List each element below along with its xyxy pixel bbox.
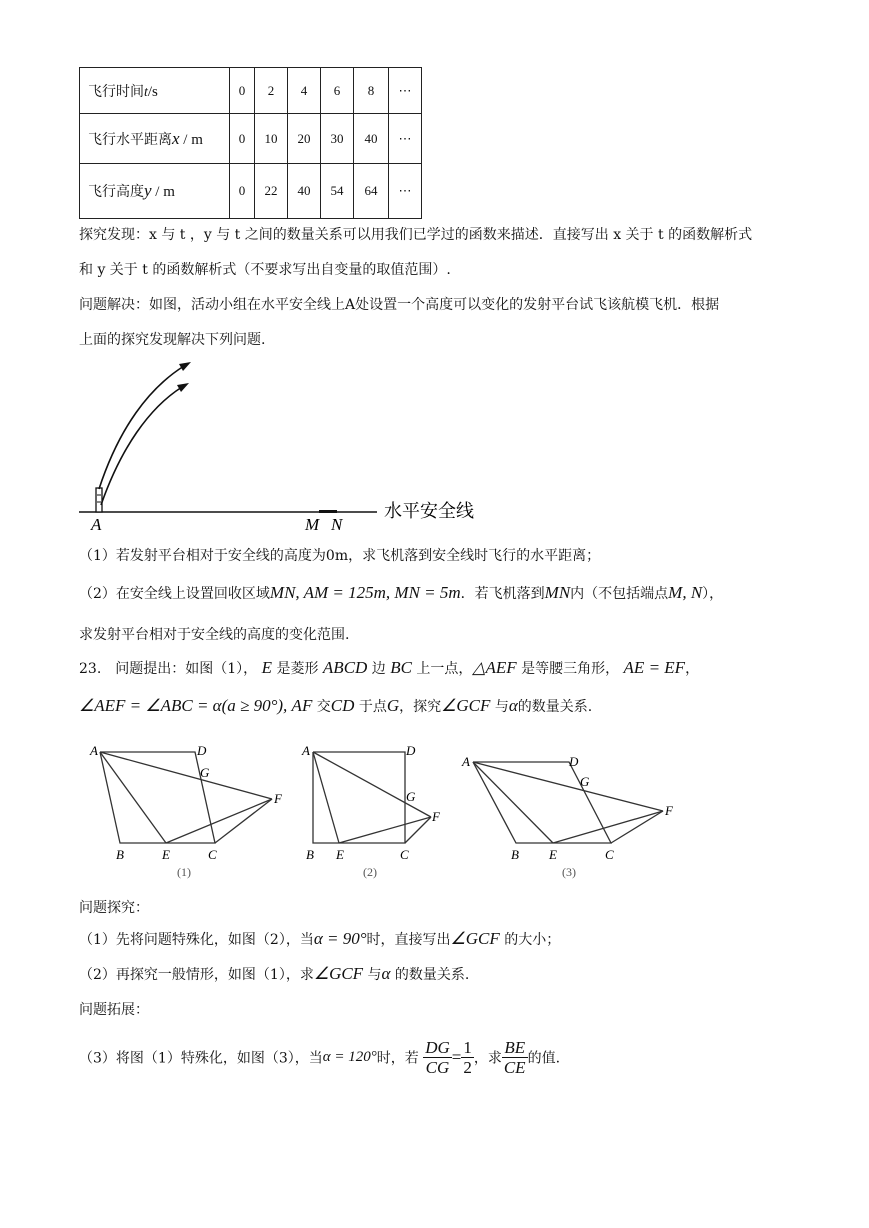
p23-math: ABCD xyxy=(322,658,368,677)
fig3-label-g: G xyxy=(580,774,590,789)
p23-text: 的数量关系. xyxy=(517,699,593,715)
flight-data-table xyxy=(79,67,422,219)
fig2-label-e: E xyxy=(336,847,344,862)
fig3-caption: (3) xyxy=(562,865,576,879)
problem-23-line-1 xyxy=(79,658,699,678)
problem-23-line-2 xyxy=(79,696,592,716)
row-variable: t xyxy=(144,84,148,100)
fig1-label-g: G xyxy=(200,765,210,780)
fig1-label-c: C xyxy=(208,847,217,862)
question-2-line-1 xyxy=(79,583,723,603)
e2-text: （2）再探究一般情形，如图（1），求 xyxy=(79,967,314,983)
point-label-n: N xyxy=(331,515,343,534)
fig2-label-a: A xyxy=(302,743,310,758)
fig1-caption: (1) xyxy=(177,865,191,879)
q2-text: 内（不包括端点 xyxy=(570,586,669,602)
table-cell: 0 xyxy=(230,68,255,114)
row-header xyxy=(80,114,230,164)
p23-text: ， xyxy=(685,661,700,677)
table-cell: 40 xyxy=(354,114,389,164)
arrowhead-icon xyxy=(177,383,189,392)
safety-line-label: 水平安全线 xyxy=(384,501,474,522)
fig3-label-e: E xyxy=(549,847,557,862)
fig3-label-d: D xyxy=(569,754,579,769)
fraction-be-ce xyxy=(502,1038,528,1077)
geometry-figures xyxy=(80,735,700,885)
p23-text: 与 xyxy=(494,699,509,715)
fraction-denominator: CE xyxy=(503,1058,526,1077)
table-row xyxy=(80,114,422,164)
q2-text: ．若飞机落到 xyxy=(460,586,545,602)
figure-1 xyxy=(100,752,272,843)
q2-math: MN, AM = 125m, MN = 5m xyxy=(269,583,461,602)
e1-text: 的大小； xyxy=(504,932,561,948)
p23-text: ，探究 xyxy=(399,699,442,715)
point-label-m: M xyxy=(305,515,320,534)
p23-math: ∠GCF xyxy=(441,696,491,715)
p23-text: 交 xyxy=(316,699,331,715)
fig2-label-g: G xyxy=(406,789,416,804)
fig1-label-b: B xyxy=(116,847,124,862)
fig3-label-b: B xyxy=(511,847,519,862)
p23-text: 上一点， xyxy=(416,661,473,677)
table-cell: 4 xyxy=(288,68,321,114)
row-unit: / m xyxy=(151,184,175,200)
p23-math: G xyxy=(386,696,400,715)
fig2-caption: (2) xyxy=(363,865,377,879)
p23-math: E xyxy=(261,658,273,677)
fig2-label-f: F xyxy=(432,809,440,824)
table-cell: 6 xyxy=(321,68,354,114)
question-1: （1）若发射平台相对于安全线的高度为0m，求飞机落到安全线时飞行的水平距离； xyxy=(79,548,601,564)
fig1-label-f: F xyxy=(274,791,282,806)
trajectory-upper xyxy=(99,366,184,489)
fraction-numerator: BE xyxy=(502,1038,528,1058)
fig3-label-f: F xyxy=(665,803,673,818)
fig3-label-a: A xyxy=(462,754,470,769)
e3-text: ，求 xyxy=(473,1050,502,1067)
table-cell: 40 xyxy=(288,164,321,219)
fig1-label-a: A xyxy=(90,743,98,758)
fraction-numerator: DG xyxy=(425,1038,450,1057)
fig2-label-c: C xyxy=(400,847,409,862)
p23-text: 于点 xyxy=(358,699,387,715)
fraction-denominator: CG xyxy=(425,1058,450,1077)
row-variable: x xyxy=(172,128,180,148)
q2-math: M, N xyxy=(668,583,703,602)
row-header xyxy=(80,68,230,114)
e1-math: ∠GCF xyxy=(450,929,500,948)
row-unit: /s xyxy=(147,83,158,100)
p23-math: α xyxy=(508,696,518,715)
launch-platform xyxy=(96,488,102,512)
explore-line-2: 和 y 关于 t 的函数解析式（不要求写出自变量的取值范围）. xyxy=(79,262,451,278)
table-cell: 8 xyxy=(354,68,389,114)
table-cell: 54 xyxy=(321,164,354,219)
point-label-a: A xyxy=(91,515,102,534)
table-cell: 2 xyxy=(255,68,288,114)
fig1-label-d: D xyxy=(197,743,207,758)
table-row xyxy=(80,164,422,219)
e2-text: 与 xyxy=(367,967,382,983)
p23-text: 23. 问题提出：如图（1）， xyxy=(79,661,258,677)
e2-math: ∠GCF xyxy=(313,964,364,983)
p23-math: ∠AEF = ∠ABC = α(a ≥ 90°), AF xyxy=(79,696,313,715)
row-label: 飞行水平距离 xyxy=(88,131,172,148)
fig1-label-e: E xyxy=(162,847,170,862)
p23-text: 是等腰三角形， xyxy=(521,661,620,677)
table-cell: ⋯ xyxy=(389,114,422,164)
table-cell: ⋯ xyxy=(389,68,422,114)
equals-sign: = xyxy=(451,1047,462,1067)
row-label: 飞行时间 xyxy=(88,83,144,100)
fig2-label-d: D xyxy=(406,743,416,758)
row-header xyxy=(80,164,230,219)
arrowhead-icon xyxy=(179,362,191,371)
q2-math: MN xyxy=(544,583,571,602)
table-row xyxy=(80,68,422,114)
p23-math: AE = EF xyxy=(623,658,686,677)
solve-line-2: 上面的探究发现解决下列问题. xyxy=(79,332,266,348)
row-label: 飞行高度 xyxy=(88,184,144,200)
row-variable: y xyxy=(144,181,152,200)
recovery-zone xyxy=(319,510,337,513)
fig3-label-c: C xyxy=(605,847,614,862)
q2-text: ）， xyxy=(702,586,724,602)
explore-question-1 xyxy=(79,929,560,949)
e3-text: 时，若 xyxy=(376,1050,419,1067)
e1-text: （1）先将问题特殊化，如图（2），当 xyxy=(79,932,314,948)
table-cell: 64 xyxy=(354,164,389,219)
e1-math: α = 90° xyxy=(313,929,367,948)
extension-title: 问题拓展： xyxy=(79,1002,149,1018)
p23-text: 是菱形 xyxy=(276,661,319,677)
row-unit: / m xyxy=(179,131,203,148)
p23-math: CD xyxy=(330,696,355,715)
explore-line-1: 探究发现：x 与 t ，y 与 t 之间的数量关系可以用我们已学过的函数来描述．直接写出 x 关于 t 的函数解析式 xyxy=(79,227,753,243)
figure-3 xyxy=(473,762,663,843)
table-cell: 30 xyxy=(321,114,354,164)
p23-math: △AEF xyxy=(472,658,517,677)
table-cell: 20 xyxy=(288,114,321,164)
question-2-line-2: 求发射平台相对于安全线的高度的变化范围. xyxy=(79,627,350,643)
table-cell: 0 xyxy=(230,114,255,164)
e3-text: （3）将图（1）特殊化，如图（3），当 xyxy=(79,1050,323,1067)
e2-math: α xyxy=(381,964,391,983)
fig2-label-b: B xyxy=(306,847,314,862)
solve-line-1: 问题解决：如图，活动小组在水平安全线上A处设置一个高度可以变化的发射平台试飞该航模飞机．根据 xyxy=(79,297,720,313)
q2-text: （2）在安全线上设置回收区域 xyxy=(79,586,270,602)
launch-figure xyxy=(79,358,489,534)
e1-text: 时，直接写出 xyxy=(366,932,451,948)
table-cell: ⋯ xyxy=(389,164,422,219)
e3-math: α = 120° xyxy=(322,1049,377,1065)
table-cell: 0 xyxy=(230,164,255,219)
explore-title: 问题探究： xyxy=(79,900,149,916)
p23-math: BC xyxy=(390,658,412,677)
e3-text: 的值. xyxy=(527,1050,561,1067)
fraction-numerator: 1 xyxy=(463,1038,472,1057)
fraction-one-half xyxy=(461,1038,474,1077)
fraction-dg-cg xyxy=(423,1038,452,1077)
explore-question-2 xyxy=(79,964,469,984)
extension-question-3 xyxy=(79,1038,560,1077)
p23-text: 边 xyxy=(371,661,386,677)
table-cell: 10 xyxy=(255,114,288,164)
fraction-denominator: 2 xyxy=(463,1058,472,1077)
e2-text: 的数量关系. xyxy=(394,967,470,983)
table-cell: 22 xyxy=(255,164,288,219)
